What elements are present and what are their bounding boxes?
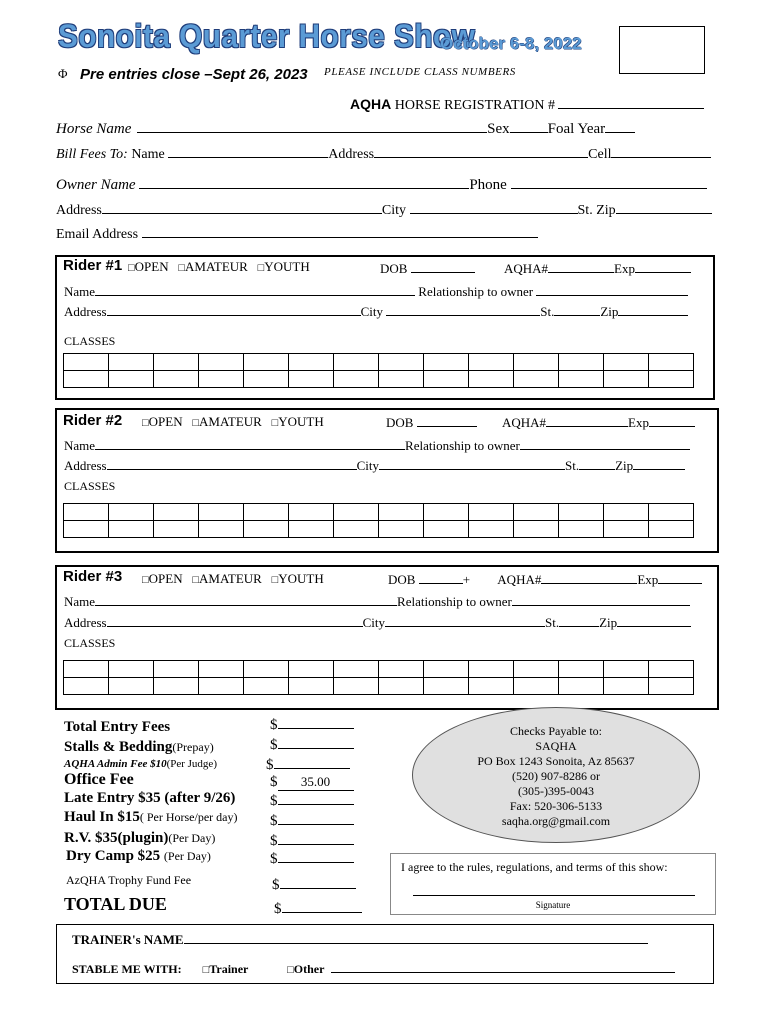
rider-1-st-field[interactable] [554,303,600,316]
stalls-field[interactable]: $ [270,736,354,754]
foal-year-field[interactable] [605,120,635,133]
rider-1-classes-grid [63,353,694,388]
aqha-label: AQHA [350,96,392,112]
rider-2-classes-label: CLASSES [64,479,116,493]
rv-row [64,830,215,847]
cell-field[interactable] [611,145,711,158]
rider-2-address-label: Address [64,458,107,473]
horse-registration-field[interactable] [558,96,704,109]
show-title: Sonoita Quarter Horse Show [58,18,476,54]
rider-3-exp-label: Exp [637,572,659,587]
sex-field[interactable] [510,120,548,133]
rider-3-dob-row [388,571,702,588]
rider-1-relationship-label: Relationship to owner [418,284,534,299]
rider-1-zip-label: Zip [600,304,619,319]
rider-1-name-row [64,283,688,300]
haul-in-row [64,809,238,826]
stable-row [72,960,675,977]
phi-symbol: Φ [58,66,68,81]
total-due-field[interactable]: $ [274,900,362,918]
pre-entries-close: Pre entries close –Sept 26, 2023 [80,66,308,83]
rider-3-address-field[interactable] [107,614,363,627]
bill-name-field[interactable] [168,145,328,158]
cell-label: Cell [588,147,612,162]
email-field[interactable] [142,225,538,238]
rider-2-aqha-label: AQHA# [501,415,547,430]
haul-in-note: ( Per Horse/per day) [139,810,238,824]
rider-3-address-label: Address [64,615,107,630]
rider-2-name-label: Name [64,438,96,453]
office-fee-label: Office Fee [64,771,134,788]
rider-1-zip-field[interactable] [618,303,688,316]
email-label: Email Address [56,227,139,242]
rider-1-exp-field[interactable] [635,260,691,273]
horse-name-row [56,120,635,138]
rider-3-zip-label: Zip [599,615,618,630]
rider-2-address-field[interactable] [107,457,357,470]
aqha-admin-note: (Per Judge) [166,758,217,770]
rider-2-st-label: St. [565,458,580,473]
payable-line-6: Fax: 520-306-5133 [509,799,603,813]
rider-2-classes-grid [63,503,694,538]
rider-3-youth-option[interactable]: □YOUTH [271,571,324,586]
rider-2-relationship-label: Relationship to owner [405,438,520,453]
payable-line-2: SAQHA [535,739,577,753]
late-entry-label: Late Entry $35 (after 9/26) [64,790,236,806]
horse-name-label: Horse Name [56,121,132,137]
bill-address-label: Address [328,147,375,162]
office-fee-amount: 35.00 [278,774,354,791]
rider-2-st-field[interactable] [579,457,615,470]
rider-3-dob-field[interactable] [419,571,463,584]
owner-address-field[interactable] [102,201,382,214]
trophy-fund-field[interactable]: $ [272,876,356,894]
owner-st-zip-field[interactable] [616,201,712,214]
rider-1-label: Rider #1 [63,257,123,274]
owner-name-row [56,176,707,194]
payable-line-4: (520) 907-8286 or [512,769,600,783]
rider-2-dob-label: DOB [386,415,414,430]
rider-3-aqha-label: AQHA# [497,572,542,587]
rider-2-label: Rider #2 [63,412,123,429]
haul-in-label: Haul In $15 [64,809,140,825]
bill-fees-label: Bill Fees To: [56,147,128,162]
trainer-name-field[interactable] [184,931,648,944]
rider-2-status-options [142,414,324,430]
rider-1-aqha-label: AQHA# [503,261,549,276]
other-option[interactable]: □Other [287,962,325,976]
rider-2-relationship-field[interactable] [520,437,690,450]
rider-3-name-row [64,593,690,610]
stalls-row [64,739,214,756]
owner-address-label: Address [56,203,102,218]
payable-line-7: saqha.org@gmail.com [501,814,611,828]
trainer-option[interactable]: □Trainer [202,962,249,976]
rider-3-city-field[interactable] [385,614,545,627]
office-use-box [619,26,705,74]
trainer-name-row [72,931,648,948]
rider-3-relationship-label: Relationship to owner [397,594,512,609]
rider-1-aqha-field[interactable] [548,260,614,273]
rider-1-st-label: St. [540,304,555,319]
dry-camp-note: (Per Day) [163,849,211,863]
rider-2-name-row [64,437,690,454]
rider-2-aqha-field[interactable] [546,414,628,427]
rider-3-city-label: City [362,615,386,630]
rider-2-exp-field[interactable] [649,414,695,427]
sex-label: Sex [487,121,510,137]
rider-2-zip-field[interactable] [633,457,685,470]
rider-2-open-option[interactable]: □OPEN [142,414,183,429]
rider-2-zip-label: Zip [615,458,634,473]
rider-3-status-options [142,571,324,587]
payable-line-5: (305-)395-0043 [518,784,594,798]
payable-line-3: PO Box 1243 Sonoita, Az 85637 [477,754,635,768]
late-entry-field[interactable]: $ [270,792,354,810]
owner-city-field[interactable] [410,201,578,214]
owner-st-zip-label: St. Zip [577,203,616,218]
rider-1-city-field[interactable] [386,303,540,316]
rider-1-open-option[interactable]: □OPEN [128,259,169,274]
rider-1-dob-field[interactable] [411,260,475,273]
rider-3-dob-mark: + [462,572,471,587]
payable-line-1: Checks Payable to: [510,724,602,738]
owner-name-field[interactable] [139,176,469,189]
stable-label: STABLE ME WITH: [72,962,182,976]
rider-2-youth-option[interactable]: □YOUTH [271,414,324,429]
rider-2-city-field[interactable] [379,457,565,470]
owner-address-row [56,201,712,219]
office-fee-field: $ 35.00 [270,774,354,791]
email-row [56,225,538,243]
rider-3-dob-label: DOB [388,572,416,587]
haul-in-field[interactable]: $ [270,812,354,830]
rider-3-label: Rider #3 [63,568,123,585]
dry-camp-label: Dry Camp $25 [66,848,161,864]
rider-3-classes-label: CLASSES [64,636,116,650]
trainer-name-label: TRAINER's NAME [72,932,184,947]
rider-3-exp-field[interactable] [658,571,702,584]
rider-3-amateur-option[interactable]: □AMATEUR [192,571,262,586]
rider-1-classes-label: CLASSES [64,334,116,348]
rider-1-address-field[interactable] [107,303,361,316]
aqha-admin-field[interactable]: $ [266,756,350,774]
rider-3-address-row [64,614,691,631]
total-entry-fees-field[interactable]: $ [270,716,354,734]
rider-1-city-label: City [360,304,384,319]
rider-1-address-label: Address [64,304,107,319]
rider-1-youth-option[interactable]: □YOUTH [257,259,310,274]
stalls-note: (Prepay) [172,740,214,754]
total-due-label: TOTAL DUE [64,894,167,914]
signature-line[interactable] [413,895,695,896]
horse-registration-label: HORSE REGISTRATION # [394,98,555,113]
rider-3-name-field[interactable] [95,593,397,606]
rider-2-dob-row [386,414,695,431]
show-date: October 6-8, 2022 [440,34,582,53]
bill-name-label: Name [131,147,165,162]
rider-2-address-row [64,457,685,474]
rider-2-amateur-option[interactable]: □AMATEUR [192,414,262,429]
aqha-admin-label: AQHA Admin Fee $10 [64,758,167,770]
total-entry-fees-label: Total Entry Fees [64,719,171,735]
dry-camp-field[interactable]: $ [270,850,354,868]
rider-1-dob-row [380,260,691,277]
rider-1-address-row [64,303,688,320]
agreement-text: I agree to the rules, regulations, and terms of this show: [401,860,668,874]
rider-3-st-field[interactable] [559,614,599,627]
phone-label: Phone [469,177,507,193]
horse-name-field[interactable] [137,120,487,133]
rider-2-dob-field[interactable] [417,414,477,427]
rider-3-st-label: St. [545,615,560,630]
rider-3-name-label: Name [64,594,96,609]
rider-3-aqha-field[interactable] [541,571,637,584]
checks-payable-ellipse [412,707,700,843]
rider-1-status-options [128,259,310,275]
dry-camp-row [66,848,211,865]
bill-address-field[interactable] [374,145,588,158]
rv-note: (Per Day) [168,831,216,845]
rider-1-relationship-field[interactable] [536,283,688,296]
agreement-box [390,853,716,915]
rider-1-dob-label: DOB [380,261,408,276]
phone-field[interactable] [511,176,707,189]
rider-1-exp-label: Exp [614,261,635,276]
foal-year-label: Foal Year [547,121,606,137]
rider-3-relationship-field[interactable] [512,593,690,606]
rider-3-classes-grid [63,660,694,695]
rider-2-name-field[interactable] [95,437,405,450]
aqha-admin-row [64,758,217,770]
rider-3-open-option[interactable]: □OPEN [142,571,183,586]
stalls-label: Stalls & Bedding [64,739,173,755]
rider-1-name-field[interactable] [95,283,415,296]
horse-registration-row [350,96,704,114]
other-field[interactable] [331,960,675,973]
signature-label: Signature [535,900,571,910]
rv-field[interactable]: $ [270,832,354,850]
rv-label: R.V. $35(plugin) [64,830,169,846]
trophy-fund-label: AzQHA Trophy Fund Fee [66,873,192,887]
bill-fees-row [56,145,711,163]
rider-3-zip-field[interactable] [617,614,691,627]
rider-2-exp-label: Exp [628,415,649,430]
rider-2-city-label: City [356,458,380,473]
owner-city-label: City [381,203,407,218]
rider-1-amateur-option[interactable]: □AMATEUR [178,259,248,274]
owner-name-label: Owner Name [56,177,136,193]
include-class-numbers: PLEASE INCLUDE CLASS NUMBERS [324,66,516,78]
rider-1-name-label: Name [64,284,96,299]
